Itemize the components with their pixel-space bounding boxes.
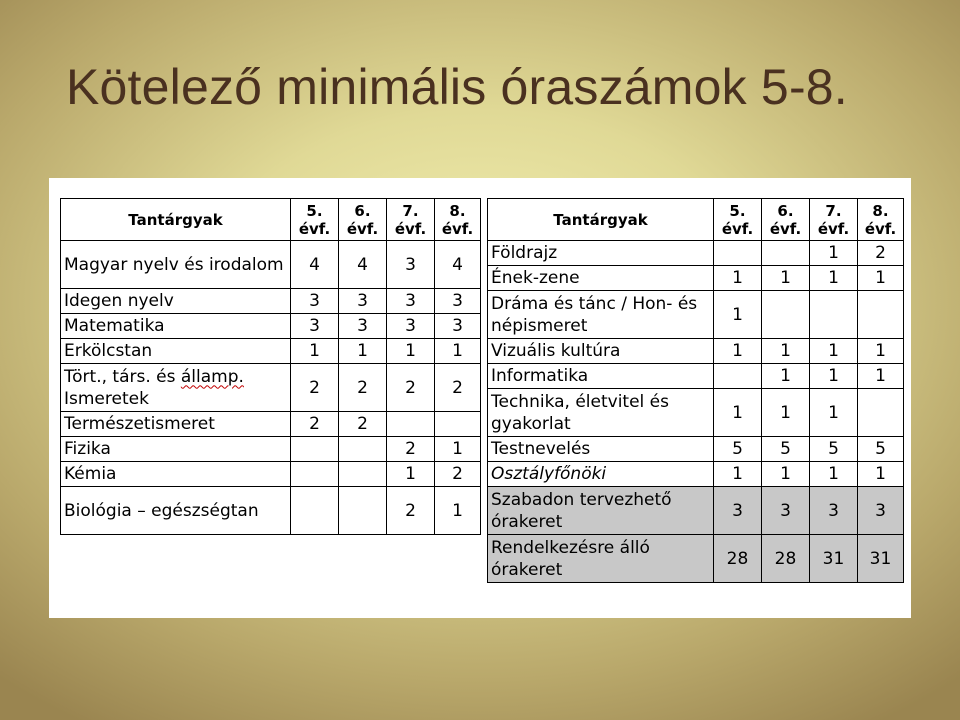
table-row bbox=[488, 241, 904, 266]
value-cell: 1 bbox=[714, 389, 762, 437]
spellcheck-marked-word: államp. bbox=[180, 366, 244, 387]
subject-cell: Erkölcstan bbox=[61, 339, 291, 364]
subject-cell bbox=[61, 364, 291, 412]
table-row bbox=[488, 535, 904, 583]
table-row bbox=[61, 412, 481, 437]
table-row bbox=[61, 289, 481, 314]
value-cell: 3 bbox=[291, 289, 339, 314]
right-hours-table bbox=[487, 198, 904, 583]
value-cell: 1 bbox=[762, 364, 810, 389]
value-cell: 3 bbox=[339, 314, 387, 339]
value-cell: 1 bbox=[762, 266, 810, 291]
value-cell: 3 bbox=[858, 487, 904, 535]
value-cell: 1 bbox=[714, 339, 762, 364]
value-cell: 1 bbox=[810, 241, 858, 266]
subject-cell: Rendelkezésre álló órakeret bbox=[488, 535, 714, 583]
table-row bbox=[61, 462, 481, 487]
value-cell: 2 bbox=[291, 364, 339, 412]
value-cell bbox=[858, 291, 904, 339]
value-cell: 1 bbox=[810, 389, 858, 437]
value-cell: 2 bbox=[387, 437, 435, 462]
value-cell: 2 bbox=[435, 364, 481, 412]
header-subjects: Tantárgyak bbox=[61, 199, 291, 241]
value-cell: 3 bbox=[714, 487, 762, 535]
value-cell: 1 bbox=[714, 266, 762, 291]
table-row bbox=[61, 241, 481, 289]
table-row bbox=[488, 437, 904, 462]
subject-cell: Kémia bbox=[61, 462, 291, 487]
value-cell: 5 bbox=[762, 437, 810, 462]
subject-cell: Osztályfőnöki bbox=[488, 462, 714, 487]
value-cell: 1 bbox=[714, 291, 762, 339]
subject-cell: Vizuális kultúra bbox=[488, 339, 714, 364]
value-cell: 1 bbox=[714, 462, 762, 487]
header-row bbox=[61, 199, 481, 241]
table-row bbox=[61, 487, 481, 535]
value-cell: 3 bbox=[387, 314, 435, 339]
value-cell: 1 bbox=[762, 339, 810, 364]
value-cell bbox=[810, 291, 858, 339]
table-row bbox=[488, 462, 904, 487]
value-cell bbox=[714, 241, 762, 266]
value-cell: 2 bbox=[435, 462, 481, 487]
header-grade-6: 6. évf. bbox=[762, 199, 810, 241]
subject-cell: Biológia – egészségtan bbox=[61, 487, 291, 535]
value-cell: 1 bbox=[858, 266, 904, 291]
value-cell: 28 bbox=[714, 535, 762, 583]
table-row bbox=[488, 291, 904, 339]
value-cell: 1 bbox=[435, 487, 481, 535]
value-cell bbox=[339, 487, 387, 535]
value-cell: 28 bbox=[762, 535, 810, 583]
header-grade-5: 5. évf. bbox=[291, 199, 339, 241]
value-cell: 31 bbox=[810, 535, 858, 583]
value-cell: 3 bbox=[762, 487, 810, 535]
value-cell: 2 bbox=[291, 412, 339, 437]
value-cell: 2 bbox=[858, 241, 904, 266]
value-cell: 5 bbox=[810, 437, 858, 462]
header-grade-7: 7. évf. bbox=[387, 199, 435, 241]
subject-cell: Dráma és tánc / Hon- és népismeret bbox=[488, 291, 714, 339]
subject-cell: Magyar nyelv és irodalom bbox=[61, 241, 291, 289]
header-row bbox=[488, 199, 904, 241]
value-cell: 1 bbox=[387, 339, 435, 364]
subject-cell: Szabadon tervezhető órakeret bbox=[488, 487, 714, 535]
value-cell: 2 bbox=[339, 364, 387, 412]
value-cell: 4 bbox=[291, 241, 339, 289]
value-cell: 1 bbox=[387, 462, 435, 487]
subject-cell: Informatika bbox=[488, 364, 714, 389]
value-cell: 1 bbox=[810, 462, 858, 487]
table-row bbox=[61, 437, 481, 462]
table-row bbox=[488, 266, 904, 291]
value-cell bbox=[339, 462, 387, 487]
value-cell: 3 bbox=[339, 289, 387, 314]
value-cell bbox=[762, 291, 810, 339]
value-cell bbox=[339, 437, 387, 462]
value-cell bbox=[291, 462, 339, 487]
value-cell bbox=[387, 412, 435, 437]
header-grade-8: 8. évf. bbox=[858, 199, 904, 241]
value-cell: 2 bbox=[387, 487, 435, 535]
value-cell: 4 bbox=[435, 241, 481, 289]
value-cell: 3 bbox=[387, 289, 435, 314]
subject-cell: Matematika bbox=[61, 314, 291, 339]
header-grade-8: 8. évf. bbox=[435, 199, 481, 241]
value-cell: 3 bbox=[810, 487, 858, 535]
subject-text: Tört., társ. és bbox=[64, 366, 181, 387]
value-cell: 5 bbox=[858, 437, 904, 462]
table-panel bbox=[49, 178, 911, 618]
header-grade-7: 7. évf. bbox=[810, 199, 858, 241]
table-row bbox=[61, 364, 481, 412]
subject-cell: Technika, életvitel és gyakorlat bbox=[488, 389, 714, 437]
table-row bbox=[61, 314, 481, 339]
table-row bbox=[488, 364, 904, 389]
subject-cell: Testnevelés bbox=[488, 437, 714, 462]
value-cell: 2 bbox=[387, 364, 435, 412]
value-cell: 2 bbox=[339, 412, 387, 437]
value-cell: 5 bbox=[714, 437, 762, 462]
value-cell: 1 bbox=[858, 364, 904, 389]
value-cell bbox=[291, 437, 339, 462]
value-cell bbox=[762, 241, 810, 266]
left-hours-table bbox=[60, 198, 481, 535]
table-row bbox=[488, 339, 904, 364]
value-cell: 1 bbox=[810, 266, 858, 291]
value-cell bbox=[291, 487, 339, 535]
value-cell bbox=[435, 412, 481, 437]
table-row bbox=[488, 487, 904, 535]
value-cell: 1 bbox=[339, 339, 387, 364]
value-cell: 1 bbox=[810, 364, 858, 389]
subject-cell: Idegen nyelv bbox=[61, 289, 291, 314]
value-cell: 1 bbox=[762, 462, 810, 487]
value-cell: 3 bbox=[435, 314, 481, 339]
table-row bbox=[61, 339, 481, 364]
value-cell bbox=[858, 389, 904, 437]
header-subjects: Tantárgyak bbox=[488, 199, 714, 241]
value-cell: 3 bbox=[291, 314, 339, 339]
subject-cell: Természetismeret bbox=[61, 412, 291, 437]
value-cell: 3 bbox=[435, 289, 481, 314]
value-cell: 1 bbox=[435, 339, 481, 364]
value-cell: 1 bbox=[435, 437, 481, 462]
value-cell: 1 bbox=[858, 339, 904, 364]
subject-cell: Ének-zene bbox=[488, 266, 714, 291]
subject-text: Ismeretek bbox=[64, 388, 149, 409]
subject-cell: Fizika bbox=[61, 437, 291, 462]
value-cell: 1 bbox=[762, 389, 810, 437]
value-cell: 1 bbox=[291, 339, 339, 364]
subject-cell: Földrajz bbox=[488, 241, 714, 266]
value-cell: 3 bbox=[387, 241, 435, 289]
value-cell: 1 bbox=[810, 339, 858, 364]
table-row bbox=[488, 389, 904, 437]
slide-title: Kötelező minimális óraszámok 5-8. bbox=[66, 59, 848, 115]
header-grade-6: 6. évf. bbox=[339, 199, 387, 241]
value-cell: 4 bbox=[339, 241, 387, 289]
value-cell bbox=[714, 364, 762, 389]
header-grade-5: 5. évf. bbox=[714, 199, 762, 241]
value-cell: 1 bbox=[858, 462, 904, 487]
value-cell: 31 bbox=[858, 535, 904, 583]
